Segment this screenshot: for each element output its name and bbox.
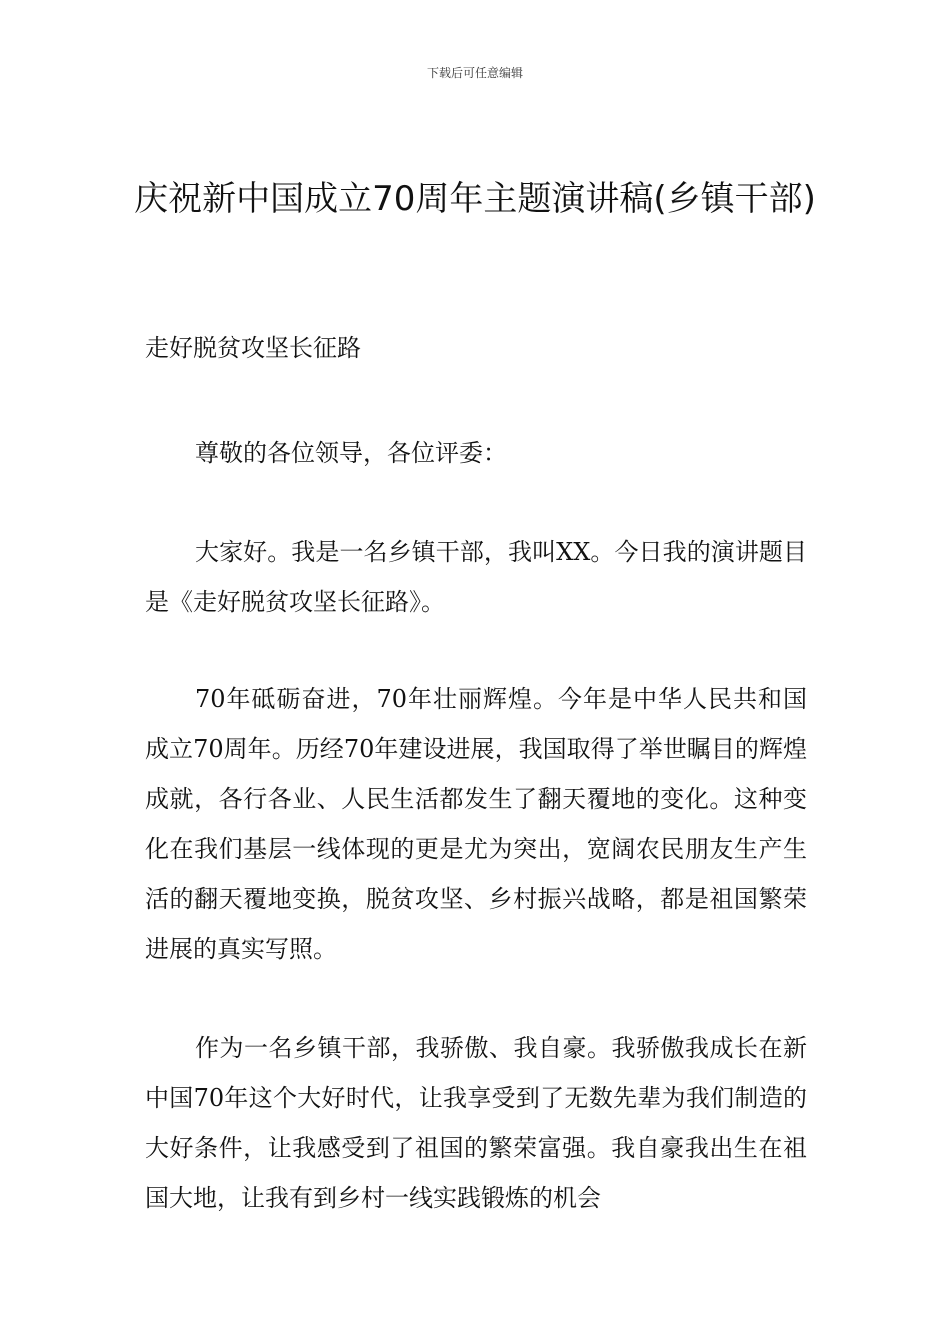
paragraph-pride: 作为一名乡镇干部，我骄傲、我自豪。我骄傲我成长在新中国70年这个大好时代，让我享受到了无数先辈为我们制造的大好条件，让我感受到了祖国的繁荣富强。我自豪我出生在祖国大地，让我有到乡村一线实践锻炼的机会 — [145, 1034, 807, 1212]
page-header-note: 下载后可任意编辑 — [426, 66, 523, 80]
paragraph-salutation: 尊敬的各位领导，各位评委： — [195, 439, 507, 467]
document-title: 庆祝新中国成立70周年主题演讲稿(乡镇干部) — [134, 179, 816, 219]
speech-subtitle: 走好脱贫攻坚长征路 — [145, 334, 361, 362]
paragraph-anniversary: 70年砥砺奋进，70年壮丽辉煌。今年是中华人民共和国成立70周年。历经70年建设进展，我国取得了举世瞩目的辉煌成就，各行各业、人民生活都发生了翻天覆地的变化。这种变化在我们基层一线体现的更是尤为突出，宽阔农民朋友生产生活的翻天覆地变换，脱贫攻坚、乡村振兴战略，都是祖国繁荣进展的真实写照。 — [145, 685, 807, 963]
paragraph-greeting: 大家好。我是一名乡镇干部，我叫XX。今日我的演讲题目是《走好脱贫攻坚长征路》。 — [145, 538, 807, 616]
